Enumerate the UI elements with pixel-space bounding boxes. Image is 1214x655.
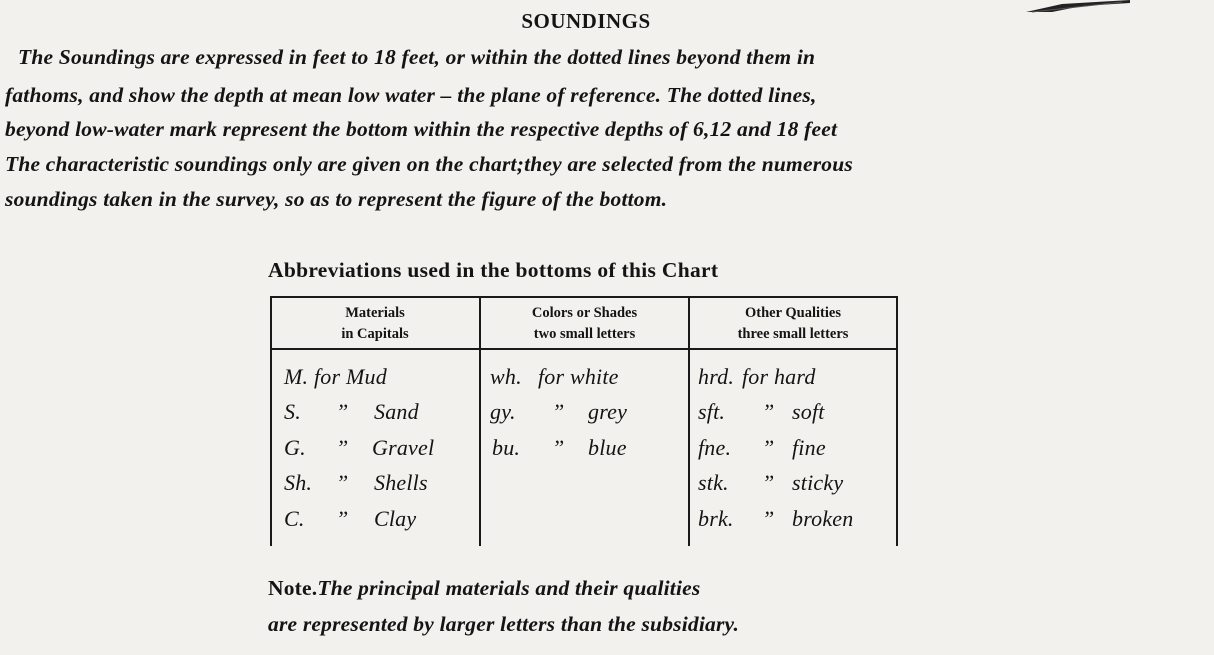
page-heading: SOUNDINGS [521,9,651,33]
column-header-line: Other Qualities [745,305,841,321]
ditto-mark: ” [762,470,775,495]
ditto-mark: ” [762,506,775,531]
table-top-border [270,296,898,298]
ditto-mark: ” [762,399,775,424]
qualities-meaning: sticky [792,470,844,495]
materials-meaning: Shells [374,470,428,495]
abbreviations-table [270,296,898,546]
materials-abbr: G. [284,435,306,460]
qualities-meaning: soft [792,399,825,424]
ditto-mark: ” [762,435,775,460]
column-header-colors [480,303,689,345]
column-header-line: Materials [345,305,405,321]
qualities-abbr: fne. [698,435,732,460]
paragraph-line-3: beyond low-water mark represent the bottom within the respective depths of 6,12 and 18 feet [5,117,838,141]
materials-meaning: Gravel [372,435,435,460]
qualities-meaning: broken [792,506,854,531]
paragraph-line-4: The characteristic soundings only are given on the chart;they are selected from the numerous [5,152,853,176]
column-header-materials [270,303,480,345]
ditto-mark: ” [336,506,349,531]
column-header-qualities [689,303,897,345]
colors-meaning: for white [538,364,619,389]
qualities-abbr: brk. [698,506,734,531]
colors-abbr: bu. [492,435,521,460]
note-line-1 [268,576,700,601]
table-title: Abbreviations used in the bottoms of this Chart [268,258,719,282]
column-header-line: two small letters [533,326,636,342]
colors-abbr: wh. [490,364,522,389]
colors-meaning: blue [588,435,627,460]
ditto-mark: ” [336,435,349,460]
ditto-mark: ” [336,399,349,424]
paragraph-line-5: soundings taken in the survey, so as to represent the figure of the bottom. [5,187,668,211]
qualities-abbr: stk. [698,470,729,495]
column-header-line: three small letters [737,326,849,342]
column-header-line: Colors or Shades [531,305,638,321]
colors-abbr: gy. [490,399,516,424]
note-line-2: are represented by larger letters than the subsidiary. [268,612,740,636]
materials-meaning: for Mud [314,364,387,389]
colors-meaning: grey [588,399,628,424]
ditto-mark: ” [552,435,565,460]
note-text: The principal materials and their qualities [317,576,701,600]
qualities-abbr: hrd. [698,364,735,389]
note-label: Note. [268,576,318,600]
column-header-line: in Capitals [341,326,409,342]
materials-abbr: C. [284,506,305,531]
materials-abbr: Sh. [284,470,313,495]
qualities-abbr: sft. [698,399,726,424]
materials-abbr: S. [284,399,301,424]
materials-abbr: M. [284,364,309,389]
qualities-meaning: fine [792,435,826,460]
paragraph-line-1: The Soundings are expressed in feet to 18 feet, or within the dotted lines beyond them in [18,45,816,69]
ditto-mark: ” [336,470,349,495]
table-header-divider [270,348,898,350]
qualities-meaning: for hard [742,364,816,389]
materials-meaning: Sand [374,399,419,424]
materials-meaning: Clay [374,506,417,531]
paragraph-line-2: fathoms, and show the depth at mean low water – the plane of reference. The dotted lines, [5,83,817,107]
ditto-mark: ” [552,399,565,424]
